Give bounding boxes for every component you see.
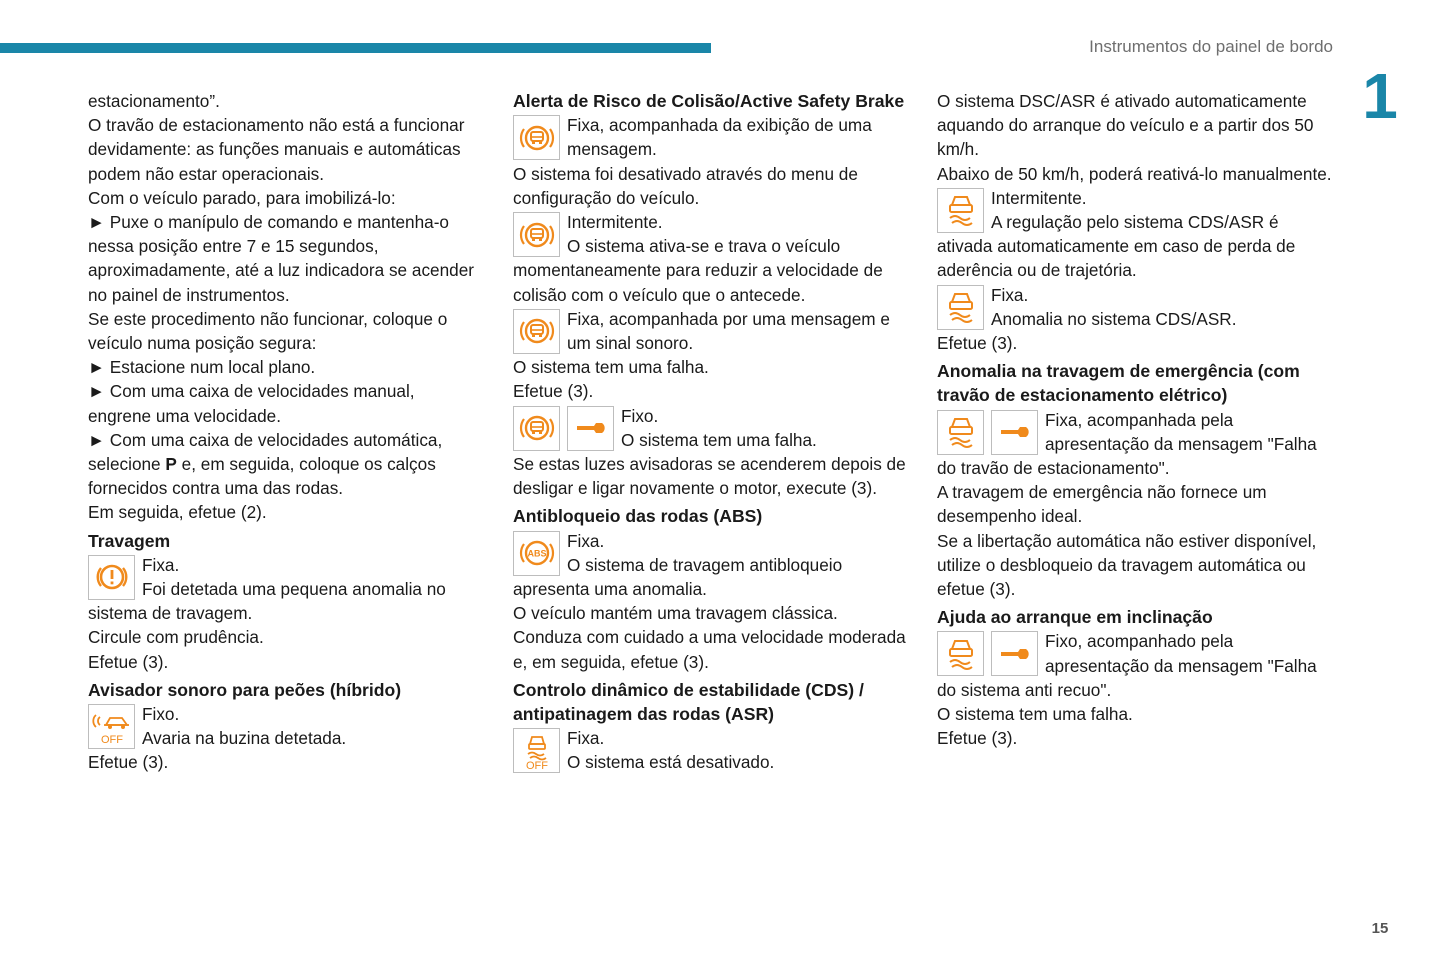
section-title: Instrumentos do painel de bordo	[1089, 37, 1333, 56]
paragraph: Abaixo de 50 km/h, poderá reativá-lo manualmente.	[937, 163, 1332, 184]
column-3	[937, 89, 1332, 750]
paragraph: estacionamento”.	[88, 91, 220, 111]
svg-text:OFF: OFF	[100, 733, 123, 746]
svg-text:ABS: ABS	[526, 548, 547, 559]
bullet-item: ► Estacione num local plano.	[88, 357, 316, 378]
stability-icon	[937, 410, 984, 455]
alerta-block-1: Fixa, acompanhada da exibição de uma mensagem. O sistema foi desativado através do menu de configuração do veículo.	[513, 115, 872, 208]
page-number: 15	[1371, 920, 1389, 937]
collision-alert-icon	[513, 115, 560, 160]
stability-icon	[937, 631, 984, 676]
paragraph: Com o veículo parado, para imobilizá-lo:	[88, 187, 396, 208]
abs-icon	[513, 531, 560, 576]
header-accent-bar	[0, 43, 711, 53]
stability-icon	[937, 188, 984, 233]
paragraph: Se este procedimento não funcionar, coloque o veículo numa posição segura:	[88, 308, 448, 354]
column-2	[513, 89, 908, 775]
heading-cds: Controlo dinâmico de estabilidade (CDS) / antipatinagem das rodas (ASR)	[513, 679, 864, 725]
heading-emergency-braking: Anomalia na travagem de emergência (com travão de estacionamento elétrico)	[937, 361, 1300, 406]
paragraph: Em seguida, efetue (2).	[88, 502, 267, 523]
wrench-icon	[991, 631, 1038, 676]
bullet-item: ► Com uma caixa de velocidades automática, selecione P e, em seguida, coloque os calços fornecidos contra uma das rodas.	[88, 429, 443, 499]
heading-avisador: Avisador sonoro para peões (híbrido)	[88, 679, 402, 700]
stability-icon	[937, 285, 984, 330]
svg-text:OFF: OFF	[525, 759, 548, 771]
abs-block: ABS Fixa. O sistema de travagem antibloqueio apresenta uma anomalia. O veículo mantém uma travagem clássica. Conduza com cuidado a uma velocidade moderada e, em seguida, efetue (3).	[513, 530, 906, 672]
cds-block: OFF Fixa. O sistema está desativado.	[513, 726, 908, 774]
hill-start-block: Fixo, acompanhado pela apresentação da mensagem "Falha do sistema anti recuo". O sistema tem uma falha. Efetue (3).	[937, 631, 1317, 749]
emergency-braking-block: Fixa, acompanhada pela apresentação da mensagem "Falha do travão de estacionamento". A travagem de emergência não fornece um desempenho ideal. Se a libertação automática não estiver disponível, utilize o desbloqueio da travagem automática ou efetue (3).	[937, 409, 1317, 600]
chapter-number: 1	[1362, 60, 1398, 132]
alerta-block-4: Fixo. O sistema tem uma falha. Se estas luzes avisadoras se acenderem depois de desligar e ligar novamente o motor, execute (3).	[513, 405, 906, 499]
stability-off-icon	[513, 728, 560, 773]
wrench-icon	[567, 406, 614, 451]
collision-alert-icon	[513, 212, 560, 257]
bullet-item: ► Puxe o manípulo de comando e mantenha-o nessa posição entre 7 e 15 segundos, aproximadamente, até a luz indicadora se acender no painel de instrumentos.	[88, 212, 474, 305]
alerta-block-3: Fixa, acompanhada por uma mensagem e um sinal sonoro. O sistema tem uma falha. Efetue (3).	[513, 308, 890, 402]
heading-abs: Antibloqueio das rodas (ABS)	[513, 506, 763, 527]
paragraph: O travão de estacionamento não está a funcionar devidamente: as funções manuais e automáticas podem não estar operacionais.	[88, 115, 465, 184]
paragraph: O sistema DSC/ASR é ativado automaticamente aquando do arranque do veículo e a partir dos 50 km/h.	[937, 91, 1314, 160]
cds-flashing-block: Intermitente. A regulação pelo sistema CDS/ASR é ativada automaticamente em caso de perda de aderência ou de trajetória.	[937, 187, 1296, 281]
collision-alert-icon	[513, 309, 560, 354]
wrench-icon	[991, 410, 1038, 455]
heading-alerta: Alerta de Risco de Colisão/Active Safety Brake	[513, 91, 905, 111]
collision-alert-icon	[513, 406, 560, 451]
heading-travagem: Travagem	[88, 530, 171, 551]
avisador-block: OFF Fixo. Avaria na buzina detetada. Efetue (3).	[88, 704, 347, 773]
alerta-block-2: Intermitente. O sistema ativa-se e trava o veículo momentaneamente para reduzir a velocidade de colisão com o veículo que o antecede.	[513, 212, 883, 305]
pedestrian-alert-off-icon	[88, 704, 135, 749]
cds-fault-block: Fixa. Anomalia no sistema CDS/ASR. Efetue (3).	[937, 284, 1237, 354]
heading-hill-start: Ajuda ao arranque em inclinação	[937, 607, 1213, 628]
bullet-item: ► Com uma caixa de velocidades manual, engrene uma velocidade.	[88, 381, 415, 426]
brake-warning-icon	[88, 555, 135, 600]
travagem-block: Fixa. Foi detetada uma pequena anomalia no sistema de travagem. Circule com prudência. Efetue (3).	[88, 554, 446, 672]
column-1	[88, 89, 480, 775]
